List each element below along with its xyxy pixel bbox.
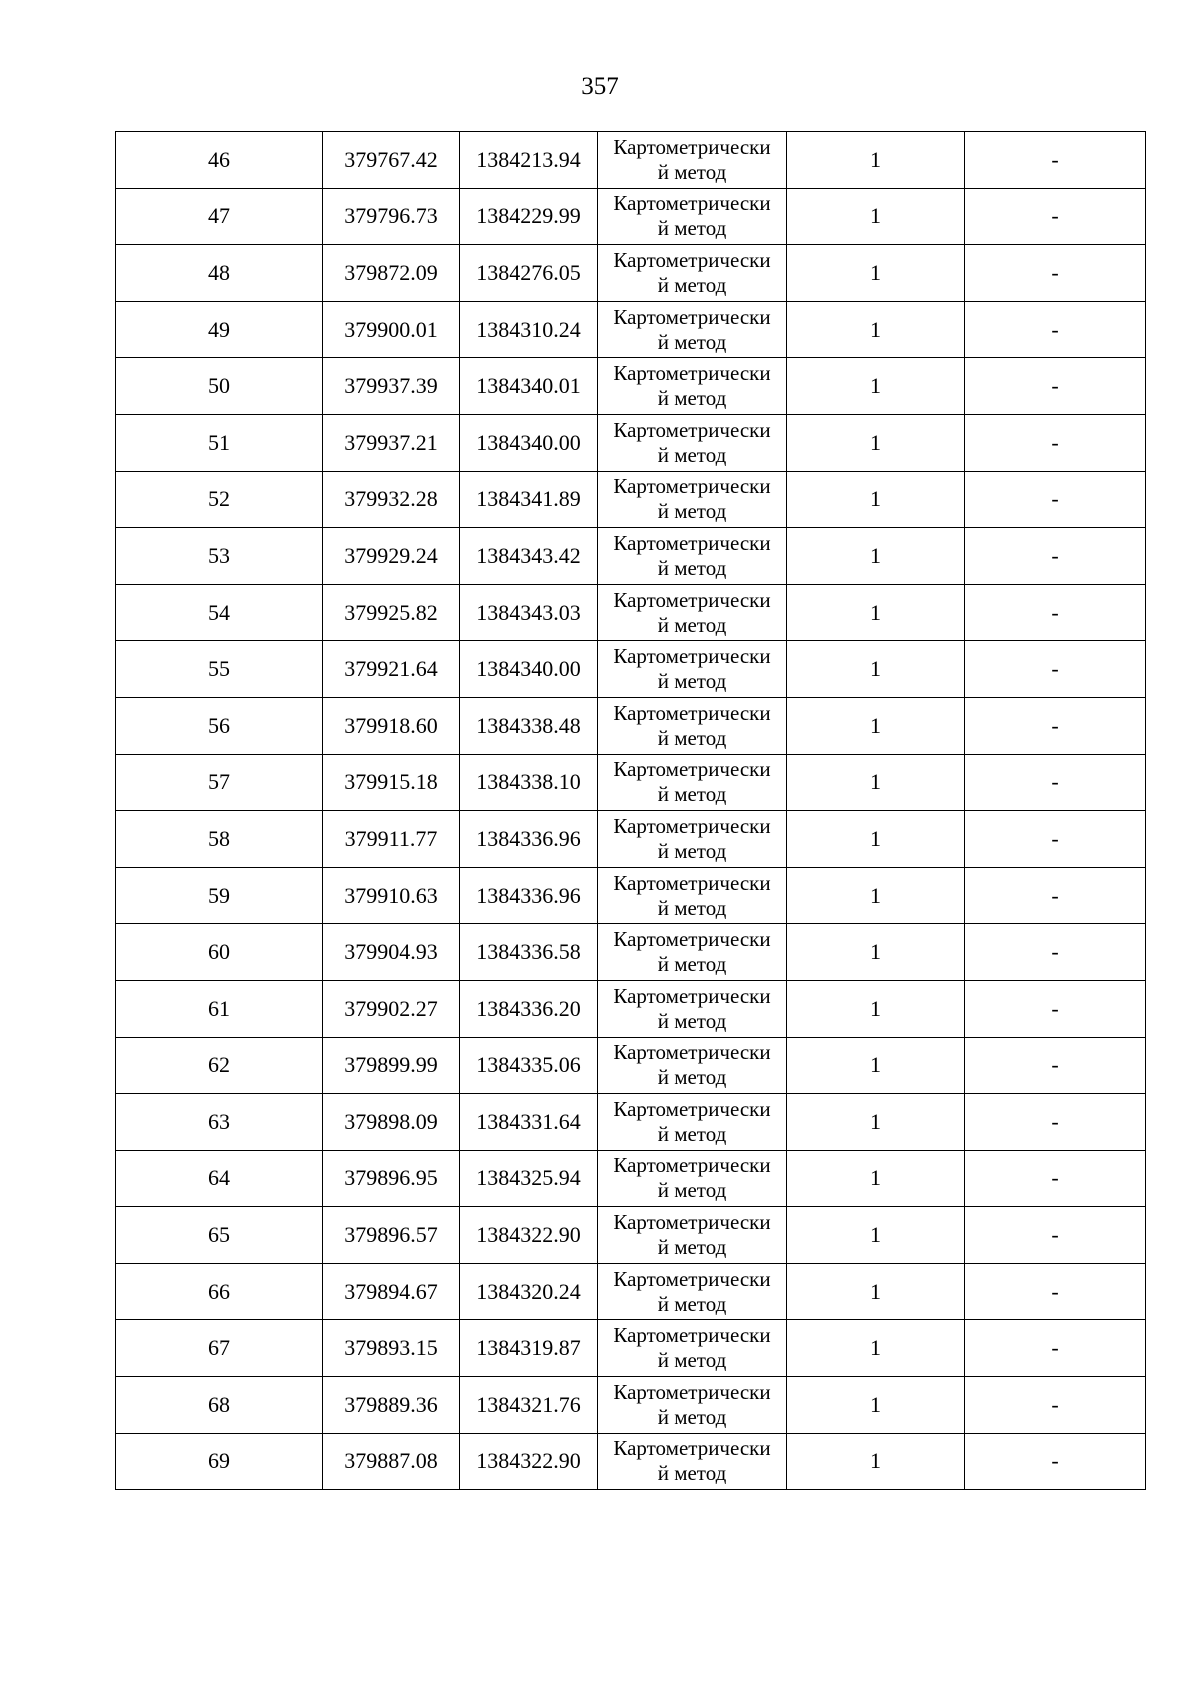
method-text-line: Картометрически <box>613 304 771 329</box>
precision-cell: 1 <box>787 1207 965 1264</box>
y-coordinate-cell: 1384320.24 <box>460 1263 598 1320</box>
method-text-line: Картометрически <box>613 191 771 216</box>
x-coordinate-cell: 379872.09 <box>323 245 460 302</box>
table-row <box>116 697 1146 754</box>
precision-cell: 1 <box>787 414 965 471</box>
precision-cell: 1 <box>787 980 965 1037</box>
method-cell <box>598 1150 787 1207</box>
note-cell: - <box>965 301 1146 358</box>
note-cell: - <box>965 1433 1146 1490</box>
method-text-line: Картометрически <box>613 1323 771 1348</box>
method-cell <box>598 358 787 415</box>
y-coordinate-cell: 1384276.05 <box>460 245 598 302</box>
method-text-line: Картометрически <box>613 474 771 499</box>
y-coordinate-cell: 1384213.94 <box>460 132 598 189</box>
method-text-line: й метод <box>657 895 727 920</box>
table-row <box>116 301 1146 358</box>
point-number-cell: 48 <box>116 245 323 302</box>
y-coordinate-cell: 1384336.96 <box>460 867 598 924</box>
note-cell: - <box>965 641 1146 698</box>
table-row <box>116 1094 1146 1151</box>
precision-cell: 1 <box>787 1150 965 1207</box>
point-number-cell: 53 <box>116 528 323 585</box>
method-text-line: Картометрически <box>613 247 771 272</box>
precision-cell: 1 <box>787 1377 965 1434</box>
point-number-cell: 65 <box>116 1207 323 1264</box>
method-text-line: Картометрически <box>613 1040 771 1065</box>
method-text-line: Картометрически <box>613 1436 771 1461</box>
table-row <box>116 188 1146 245</box>
method-text-line: Картометрически <box>613 134 771 159</box>
method-text-line: й метод <box>657 1065 727 1090</box>
method-text-line: Картометрически <box>613 813 771 838</box>
x-coordinate-cell: 379937.39 <box>323 358 460 415</box>
precision-cell: 1 <box>787 697 965 754</box>
note-cell: - <box>965 1094 1146 1151</box>
method-text-line: й метод <box>657 1404 727 1429</box>
x-coordinate-cell: 379894.67 <box>323 1263 460 1320</box>
method-text-line: й метод <box>657 1008 727 1033</box>
x-coordinate-cell: 379911.77 <box>323 811 460 868</box>
method-text-line: й метод <box>657 1235 727 1260</box>
x-coordinate-cell: 379932.28 <box>323 471 460 528</box>
note-cell: - <box>965 1320 1146 1377</box>
point-number-cell: 68 <box>116 1377 323 1434</box>
method-text-line: Картометрически <box>613 587 771 612</box>
table-row <box>116 924 1146 981</box>
point-number-cell: 66 <box>116 1263 323 1320</box>
x-coordinate-cell: 379902.27 <box>323 980 460 1037</box>
method-text-line: Картометрически <box>613 644 771 669</box>
table-row <box>116 528 1146 585</box>
x-coordinate-cell: 379937.21 <box>323 414 460 471</box>
table-row <box>116 1150 1146 1207</box>
method-text-line: й метод <box>657 159 727 184</box>
precision-cell: 1 <box>787 1094 965 1151</box>
precision-cell: 1 <box>787 584 965 641</box>
method-text-line: Картометрически <box>613 1096 771 1121</box>
method-cell <box>598 528 787 585</box>
x-coordinate-cell: 379929.24 <box>323 528 460 585</box>
note-cell: - <box>965 358 1146 415</box>
x-coordinate-cell: 379921.64 <box>323 641 460 698</box>
coordinates-table-body <box>116 132 1146 1490</box>
method-cell <box>598 245 787 302</box>
point-number-cell: 46 <box>116 132 323 189</box>
method-text-line: й метод <box>657 612 727 637</box>
y-coordinate-cell: 1384340.01 <box>460 358 598 415</box>
point-number-cell: 55 <box>116 641 323 698</box>
y-coordinate-cell: 1384335.06 <box>460 1037 598 1094</box>
method-cell <box>598 1094 787 1151</box>
point-number-cell: 62 <box>116 1037 323 1094</box>
method-cell <box>598 754 787 811</box>
method-cell <box>598 811 787 868</box>
y-coordinate-cell: 1384336.20 <box>460 980 598 1037</box>
table-row <box>116 1207 1146 1264</box>
table-row <box>116 811 1146 868</box>
point-number-cell: 56 <box>116 697 323 754</box>
method-text-line: й метод <box>657 272 727 297</box>
note-cell: - <box>965 1263 1146 1320</box>
coordinates-table <box>115 131 1146 1490</box>
table-row <box>116 1320 1146 1377</box>
method-text-line: Картометрически <box>613 530 771 555</box>
x-coordinate-cell: 379898.09 <box>323 1094 460 1151</box>
method-cell <box>598 641 787 698</box>
note-cell: - <box>965 1037 1146 1094</box>
precision-cell: 1 <box>787 245 965 302</box>
method-cell <box>598 867 787 924</box>
method-cell <box>598 301 787 358</box>
y-coordinate-cell: 1384338.10 <box>460 754 598 811</box>
y-coordinate-cell: 1384343.03 <box>460 584 598 641</box>
precision-cell: 1 <box>787 641 965 698</box>
precision-cell: 1 <box>787 1263 965 1320</box>
y-coordinate-cell: 1384338.48 <box>460 697 598 754</box>
point-number-cell: 51 <box>116 414 323 471</box>
x-coordinate-cell: 379915.18 <box>323 754 460 811</box>
method-text-line: й метод <box>657 725 727 750</box>
y-coordinate-cell: 1384340.00 <box>460 414 598 471</box>
precision-cell: 1 <box>787 1037 965 1094</box>
y-coordinate-cell: 1384341.89 <box>460 471 598 528</box>
method-cell <box>598 1320 787 1377</box>
note-cell: - <box>965 471 1146 528</box>
x-coordinate-cell: 379889.36 <box>323 1377 460 1434</box>
y-coordinate-cell: 1384321.76 <box>460 1377 598 1434</box>
table-row <box>116 641 1146 698</box>
method-cell <box>598 1377 787 1434</box>
y-coordinate-cell: 1384319.87 <box>460 1320 598 1377</box>
method-cell <box>598 414 787 471</box>
precision-cell: 1 <box>787 471 965 528</box>
precision-cell: 1 <box>787 132 965 189</box>
y-coordinate-cell: 1384229.99 <box>460 188 598 245</box>
precision-cell: 1 <box>787 811 965 868</box>
precision-cell: 1 <box>787 1433 965 1490</box>
table-row <box>116 584 1146 641</box>
method-cell <box>598 980 787 1037</box>
method-text-line: й метод <box>657 838 727 863</box>
precision-cell: 1 <box>787 358 965 415</box>
precision-cell: 1 <box>787 188 965 245</box>
method-cell <box>598 1433 787 1490</box>
point-number-cell: 61 <box>116 980 323 1037</box>
method-text-line: Картометрически <box>613 700 771 725</box>
point-number-cell: 52 <box>116 471 323 528</box>
precision-cell: 1 <box>787 301 965 358</box>
y-coordinate-cell: 1384331.64 <box>460 1094 598 1151</box>
y-coordinate-cell: 1384310.24 <box>460 301 598 358</box>
method-text-line: й метод <box>657 329 727 354</box>
point-number-cell: 59 <box>116 867 323 924</box>
method-text-line: Картометрически <box>613 1266 771 1291</box>
table-row <box>116 132 1146 189</box>
method-text-line: й метод <box>657 442 727 467</box>
point-number-cell: 60 <box>116 924 323 981</box>
method-text-line: й метод <box>657 555 727 580</box>
point-number-cell: 63 <box>116 1094 323 1151</box>
method-text-line: й метод <box>657 1121 727 1146</box>
method-cell <box>598 1207 787 1264</box>
y-coordinate-cell: 1384340.00 <box>460 641 598 698</box>
note-cell: - <box>965 245 1146 302</box>
precision-cell: 1 <box>787 528 965 585</box>
method-text-line: Картометрически <box>613 1379 771 1404</box>
point-number-cell: 47 <box>116 188 323 245</box>
note-cell: - <box>965 697 1146 754</box>
method-cell <box>598 1263 787 1320</box>
table-row <box>116 1377 1146 1434</box>
point-number-cell: 64 <box>116 1150 323 1207</box>
x-coordinate-cell: 379767.42 <box>323 132 460 189</box>
y-coordinate-cell: 1384343.42 <box>460 528 598 585</box>
point-number-cell: 54 <box>116 584 323 641</box>
method-cell <box>598 697 787 754</box>
point-number-cell: 50 <box>116 358 323 415</box>
table-row <box>116 471 1146 528</box>
y-coordinate-cell: 1384325.94 <box>460 1150 598 1207</box>
table-row <box>116 1433 1146 1490</box>
x-coordinate-cell: 379887.08 <box>323 1433 460 1490</box>
point-number-cell: 69 <box>116 1433 323 1490</box>
x-coordinate-cell: 379896.95 <box>323 1150 460 1207</box>
method-text-line: Картометрически <box>613 417 771 442</box>
note-cell: - <box>965 924 1146 981</box>
note-cell: - <box>965 528 1146 585</box>
table-row <box>116 358 1146 415</box>
note-cell: - <box>965 132 1146 189</box>
note-cell: - <box>965 867 1146 924</box>
x-coordinate-cell: 379893.15 <box>323 1320 460 1377</box>
x-coordinate-cell: 379896.57 <box>323 1207 460 1264</box>
note-cell: - <box>965 754 1146 811</box>
method-text-line: й метод <box>657 782 727 807</box>
method-text-line: Картометрически <box>613 361 771 386</box>
y-coordinate-cell: 1384322.90 <box>460 1433 598 1490</box>
point-number-cell: 67 <box>116 1320 323 1377</box>
x-coordinate-cell: 379910.63 <box>323 867 460 924</box>
note-cell: - <box>965 811 1146 868</box>
precision-cell: 1 <box>787 924 965 981</box>
point-number-cell: 57 <box>116 754 323 811</box>
note-cell: - <box>965 414 1146 471</box>
method-text-line: й метод <box>657 952 727 977</box>
x-coordinate-cell: 379925.82 <box>323 584 460 641</box>
method-cell <box>598 584 787 641</box>
note-cell: - <box>965 1150 1146 1207</box>
precision-cell: 1 <box>787 867 965 924</box>
method-text-line: й метод <box>657 1348 727 1373</box>
method-text-line: й метод <box>657 386 727 411</box>
table-row <box>116 245 1146 302</box>
method-text-line: й метод <box>657 669 727 694</box>
x-coordinate-cell: 379796.73 <box>323 188 460 245</box>
method-text-line: й метод <box>657 1291 727 1316</box>
table-row <box>116 1037 1146 1094</box>
method-text-line: Картометрически <box>613 870 771 895</box>
method-cell <box>598 471 787 528</box>
note-cell: - <box>965 980 1146 1037</box>
method-cell <box>598 188 787 245</box>
point-number-cell: 58 <box>116 811 323 868</box>
note-cell: - <box>965 1207 1146 1264</box>
note-cell: - <box>965 1377 1146 1434</box>
method-text-line: Картометрически <box>613 757 771 782</box>
page-number: 357 <box>581 73 619 100</box>
method-text-line: Картометрически <box>613 1153 771 1178</box>
method-text-line: й метод <box>657 499 727 524</box>
table-row <box>116 1263 1146 1320</box>
method-text-line: Картометрически <box>613 983 771 1008</box>
x-coordinate-cell: 379904.93 <box>323 924 460 981</box>
method-cell <box>598 924 787 981</box>
method-cell <box>598 132 787 189</box>
precision-cell: 1 <box>787 1320 965 1377</box>
table-row <box>116 754 1146 811</box>
x-coordinate-cell: 379900.01 <box>323 301 460 358</box>
x-coordinate-cell: 379918.60 <box>323 697 460 754</box>
method-text-line: Картометрически <box>613 927 771 952</box>
y-coordinate-cell: 1384322.90 <box>460 1207 598 1264</box>
x-coordinate-cell: 379899.99 <box>323 1037 460 1094</box>
point-number-cell: 49 <box>116 301 323 358</box>
method-text-line: Картометрически <box>613 1210 771 1235</box>
table-row <box>116 867 1146 924</box>
note-cell: - <box>965 584 1146 641</box>
method-text-line: й метод <box>657 1178 727 1203</box>
precision-cell: 1 <box>787 754 965 811</box>
y-coordinate-cell: 1384336.58 <box>460 924 598 981</box>
table-row <box>116 414 1146 471</box>
note-cell: - <box>965 188 1146 245</box>
method-text-line: й метод <box>657 1461 727 1486</box>
method-cell <box>598 1037 787 1094</box>
table-row <box>116 980 1146 1037</box>
method-text-line: й метод <box>657 216 727 241</box>
y-coordinate-cell: 1384336.96 <box>460 811 598 868</box>
